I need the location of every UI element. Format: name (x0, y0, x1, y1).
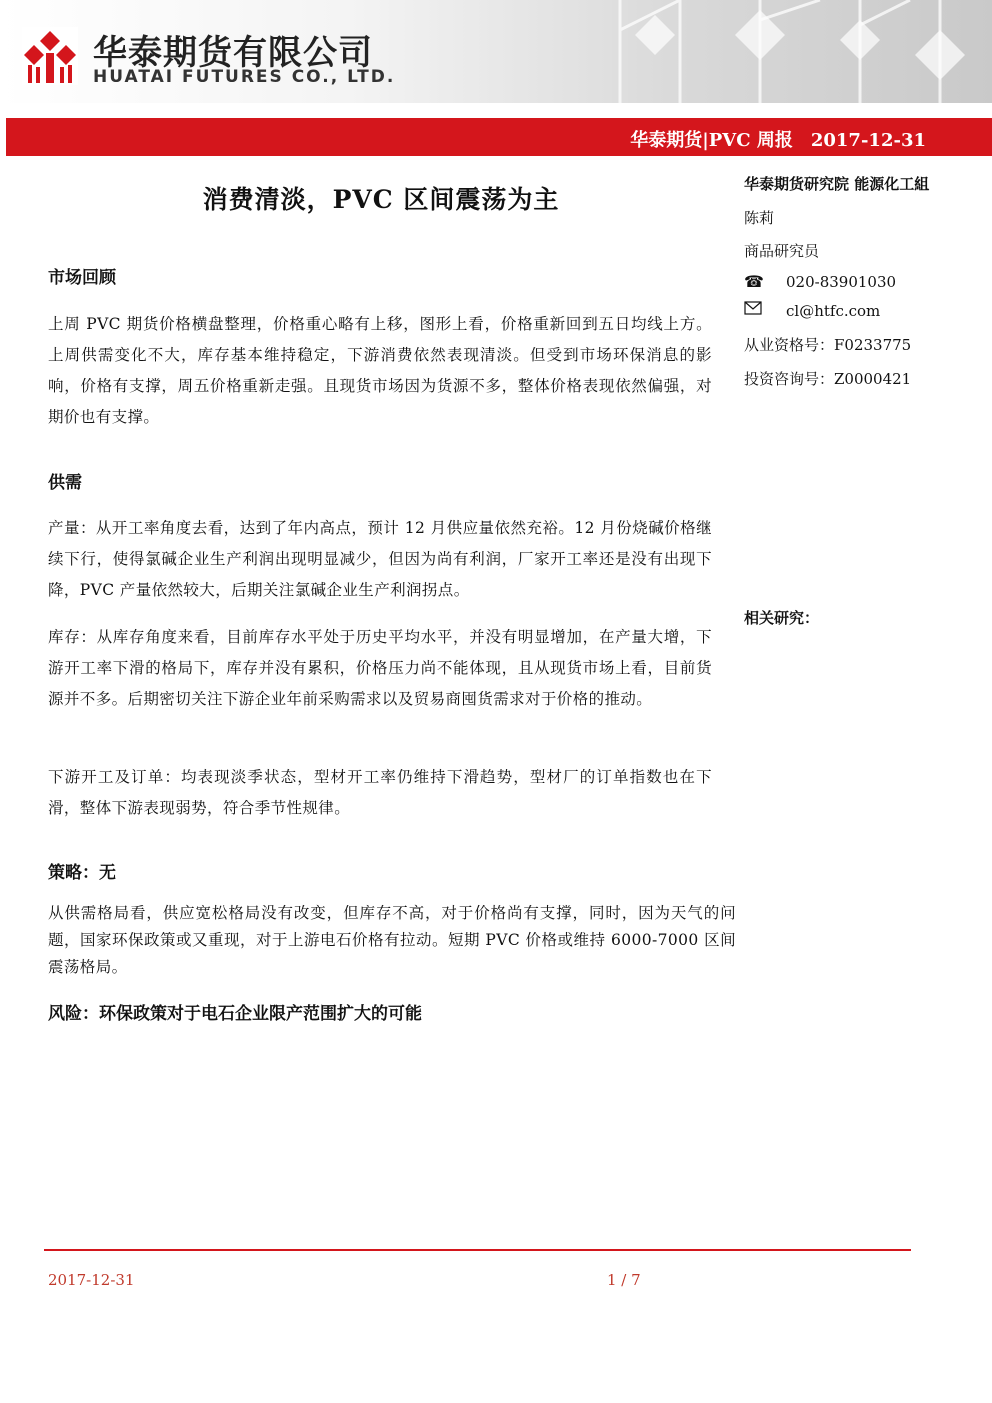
supply-paragraph-output: 产量：从开工率角度去看，达到了年内高点，预计 12 月供应量依然充裕。12 月份烧碱价格继续下行，使得氯碱企业生产利润出现明显减少，但因为尚有利润，厂家开工率还是没有出现下降，PVC 产量依然较大，后期关注氯碱企业生产利润拐点。 (48, 519, 712, 599)
header-decoration (560, 0, 992, 103)
footer-date: 2017-12-31 (48, 1271, 135, 1289)
sidebar-related-heading: 相关研究： (744, 609, 820, 627)
report-tag-mid: |PVC 周报 (702, 130, 793, 151)
sidebar-qualification: 从业资格号：F0233775 (744, 336, 912, 354)
section-heading-supply: 供需 (48, 473, 82, 493)
sidebar-consulting: 投资咨询号：Z0000421 (744, 370, 912, 388)
sidebar-analyst: 陈莉 (744, 209, 775, 227)
market-paragraph: 上周 PVC 期货价格横盘整理，价格重心略有上移，图形上看，价格重新回到五日均线上方。上周供需变化不大，库存基本维持稳定，下游消费依然表现清淡。但受到市场环保消息的影响，价格有支撑，周五价格重新走强。且现货市场因为货源不多，整体价格表现依然偏强，对期价也有支撑。 (48, 315, 712, 426)
report-tag-bar (6, 118, 992, 156)
report-date: 2017-12-31 (810, 130, 926, 151)
section-heading-strategy: 策略：无 (48, 863, 116, 883)
sidebar-role: 商品研究员 (744, 242, 820, 260)
supply-paragraph-inventory: 库存：从库存角度来看，目前库存水平处于历史平均水平，并没有明显增加，在产量大增，下游开工率下滑的格局下，库存并没有累积，价格压力尚不能体现，且从现货市场上看，目前货源并不多。后期密切关注下游企业年前采购需求以及贸易商囤货需求对于价格的推动。 (48, 628, 712, 708)
phone-icon: ☎ (744, 272, 764, 291)
mail-icon (744, 300, 762, 319)
section-heading-market: 市场回顾 (48, 268, 116, 288)
company-name-en: HUATAI FUTURES CO., LTD. (93, 67, 396, 87)
sidebar-email[interactable]: cl@htfc.com (786, 302, 881, 320)
company-logo (22, 27, 78, 85)
report-tag (624, 126, 926, 152)
report-title: 消费清淡，PVC 区间震荡为主 (202, 185, 560, 214)
footer-page-number: 1 / 7 (607, 1271, 641, 1289)
company-name-cn: 华泰期货有限公司 (93, 33, 373, 73)
report-tag-left: 华泰期货 (630, 130, 703, 151)
sidebar-phone: 020-83901030 (786, 273, 897, 291)
sidebar-institute: 华泰期货研究院 能源化工組 (744, 175, 930, 193)
section-heading-risk: 风险：环保政策对于电石企业限产范围扩大的可能 (48, 1004, 422, 1024)
strategy-paragraph: 从供需格局看，供应宽松格局没有改变，但库存不高，对于价格尚有支撑，同时，因为天气的问题，国家环保政策或又重现，对于上游电石价格有拉动。短期 PVC 价格或维持 6000-7000 区间震荡格局。 (48, 904, 736, 976)
footer-divider (44, 1249, 911, 1251)
supply-paragraph-downstream: 下游开工及订单：均表现淡季状态，型材开工率仍维持下滑趋势，型材厂的订单指数也在下滑，整体下游表现弱势，符合季节性规律。 (48, 768, 712, 817)
